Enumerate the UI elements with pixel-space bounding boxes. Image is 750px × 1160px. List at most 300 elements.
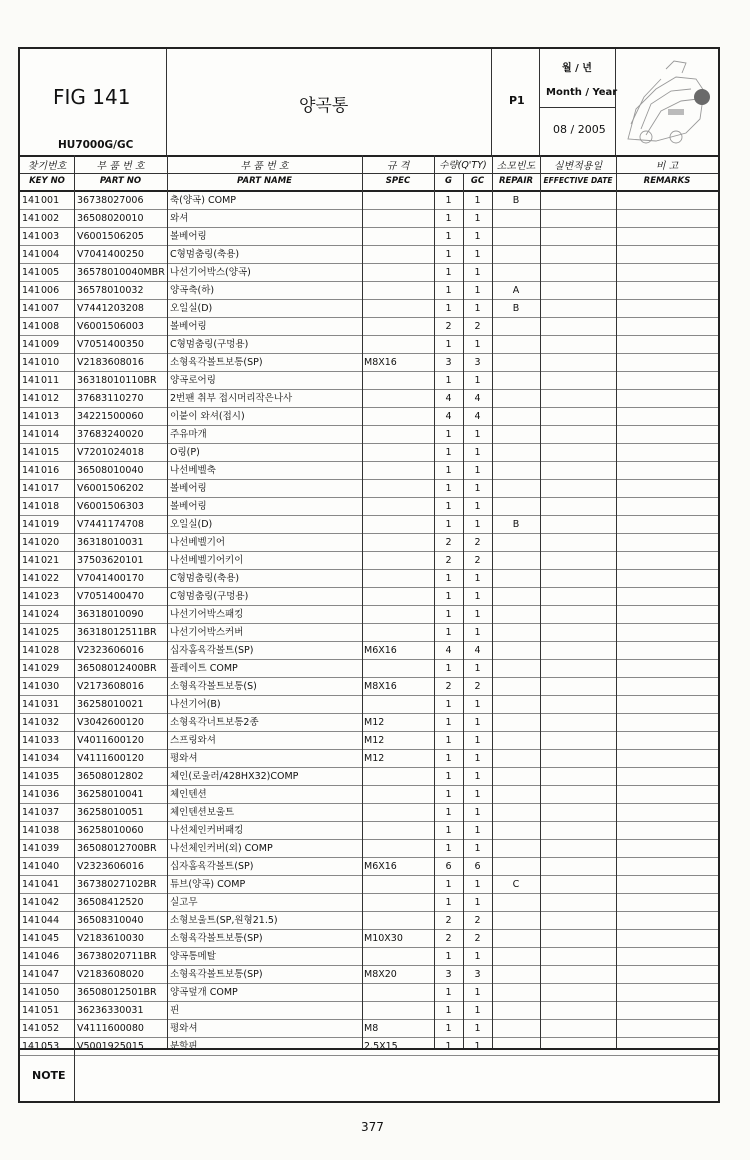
cell-name: 양곡통메탈 xyxy=(170,951,216,962)
cell-key: 005 xyxy=(41,267,60,278)
cell-gc: 1 xyxy=(474,699,481,710)
cell-repair xyxy=(492,894,540,911)
table-row xyxy=(20,966,718,984)
cell-gc: 1 xyxy=(474,735,481,746)
cell-g: 3 xyxy=(445,969,452,980)
cell-gc: 1 xyxy=(474,573,481,584)
cell-name: 소형육각볼트보통(SP) xyxy=(170,933,263,944)
cell-g: 1 xyxy=(445,375,452,386)
cell-g: 2 xyxy=(445,933,452,944)
cell-gc: 1 xyxy=(474,825,481,836)
cell-repair xyxy=(492,372,540,389)
cell-name: 소형보울트(SP,원형21.5) xyxy=(170,915,278,926)
cell-fig: 141 xyxy=(22,303,40,314)
cell-name: 나선기어박스커버 xyxy=(170,627,244,638)
cell-key: 040 xyxy=(41,861,60,872)
cell-part: V7051400470 xyxy=(77,591,144,602)
cell-key: 050 xyxy=(41,987,60,998)
table-row xyxy=(20,300,718,318)
cell-part: V7201024018 xyxy=(77,447,144,458)
cell-g: 4 xyxy=(445,645,452,656)
cell-repair xyxy=(492,948,540,965)
cell-fig: 141 xyxy=(22,987,40,998)
cell-spec: M6X16 xyxy=(364,645,397,656)
cell-spec xyxy=(364,894,432,911)
cell-repair xyxy=(492,264,540,281)
cell-repair xyxy=(492,804,540,821)
cell-gc: 2 xyxy=(474,681,481,692)
cell-key: 031 xyxy=(41,699,60,710)
cell-key: 016 xyxy=(41,465,60,476)
cell-repair: A xyxy=(512,285,520,296)
cell-fig: 141 xyxy=(22,267,40,278)
cell-name: C형멈춤링(축용) xyxy=(170,249,240,260)
cell-repair: B xyxy=(512,303,520,314)
cell-fig: 141 xyxy=(22,699,40,710)
cell-name: 분할핀 xyxy=(170,1041,198,1052)
cell-fig: 141 xyxy=(22,753,40,764)
cell-spec xyxy=(364,192,432,209)
cell-key: 009 xyxy=(41,339,60,350)
cell-gc: 3 xyxy=(474,969,481,980)
cell-key: 041 xyxy=(41,879,60,890)
cell-repair: B xyxy=(512,519,520,530)
machine-thumbnail xyxy=(616,49,718,155)
cell-fig: 141 xyxy=(22,465,40,476)
cell-repair xyxy=(492,930,540,947)
cell-key: 047 xyxy=(41,969,60,980)
cell-gc: 6 xyxy=(474,861,481,872)
cell-name: 스프링와셔 xyxy=(170,735,216,746)
cell-repair xyxy=(492,318,540,335)
cell-key: 044 xyxy=(41,915,60,926)
table-row xyxy=(20,876,718,894)
col-remarks-ko: 비 고 xyxy=(655,161,679,172)
cell-key: 017 xyxy=(41,483,60,494)
cell-g: 1 xyxy=(445,267,452,278)
table-row xyxy=(20,480,718,498)
cell-fig: 141 xyxy=(22,285,40,296)
table-row xyxy=(20,516,718,534)
cell-part: 36578010032 xyxy=(77,285,144,296)
cell-spec xyxy=(364,588,432,605)
cell-repair xyxy=(492,606,540,623)
cell-g: 1 xyxy=(445,591,452,602)
cell-part: 36738027102BR xyxy=(77,879,157,890)
cell-fig: 141 xyxy=(22,933,40,944)
cell-part: 36318012511BR xyxy=(77,627,157,638)
col-key-ko: 찾기번호 xyxy=(27,161,67,172)
cell-g: 2 xyxy=(445,537,452,548)
cell-repair xyxy=(492,858,540,875)
cell-spec xyxy=(364,390,432,407)
table-row xyxy=(20,336,718,354)
table-row xyxy=(20,210,718,228)
cell-repair xyxy=(492,480,540,497)
cell-fig: 141 xyxy=(22,555,40,566)
cell-repair: C xyxy=(512,879,520,890)
cell-spec xyxy=(364,246,432,263)
cell-key: 007 xyxy=(41,303,60,314)
cell-gc: 1 xyxy=(474,807,481,818)
table-row xyxy=(20,750,718,768)
table-row xyxy=(20,822,718,840)
cell-name: 소형육각볼트보통(SP) xyxy=(170,969,263,980)
cell-gc: 3 xyxy=(474,357,481,368)
combine-harvester-icon xyxy=(616,49,718,155)
cell-g: 1 xyxy=(445,519,452,530)
cell-spec xyxy=(364,282,432,299)
cell-g: 1 xyxy=(445,789,452,800)
cell-name: 나선베벨기어키이 xyxy=(170,555,244,566)
cell-fig: 141 xyxy=(22,825,40,836)
cell-key: 021 xyxy=(41,555,60,566)
cell-g: 1 xyxy=(445,609,452,620)
cell-gc: 1 xyxy=(474,609,481,620)
cell-part: 36236330031 xyxy=(77,1005,144,1016)
cell-fig: 141 xyxy=(22,537,40,548)
cell-fig: 141 xyxy=(22,501,40,512)
cell-fig: 141 xyxy=(22,717,40,728)
cell-spec: M8X16 xyxy=(364,681,397,692)
cell-g: 2 xyxy=(445,321,452,332)
cell-g: 3 xyxy=(445,357,452,368)
cell-g: 1 xyxy=(445,717,452,728)
cell-repair xyxy=(492,822,540,839)
cell-g: 1 xyxy=(445,1023,452,1034)
cell-repair xyxy=(492,246,540,263)
table-row xyxy=(20,714,718,732)
cell-spec xyxy=(364,948,432,965)
cell-name: 소형육각볼트보통(S) xyxy=(170,681,257,692)
cell-part: 36508012700BR xyxy=(77,843,157,854)
cell-key: 035 xyxy=(41,771,60,782)
table-row xyxy=(20,462,718,480)
cell-part: V6001506202 xyxy=(77,483,144,494)
cell-part: V7441203208 xyxy=(77,303,144,314)
cell-fig: 141 xyxy=(22,321,40,332)
cell-spec xyxy=(364,372,432,389)
cell-spec xyxy=(364,840,432,857)
cell-gc: 2 xyxy=(474,933,481,944)
cell-fig: 141 xyxy=(22,789,40,800)
cell-gc: 1 xyxy=(474,987,481,998)
cell-name: 양곡로어링 xyxy=(170,375,216,386)
cell-g: 1 xyxy=(445,303,452,314)
cell-gc: 4 xyxy=(474,393,481,404)
cell-key: 030 xyxy=(41,681,60,692)
cell-g: 1 xyxy=(445,843,452,854)
cell-part: V7041400170 xyxy=(77,573,144,584)
cell-g: 1 xyxy=(445,897,452,908)
cell-repair xyxy=(492,444,540,461)
cell-g: 1 xyxy=(445,285,452,296)
cell-key: 010 xyxy=(41,357,60,368)
cell-repair xyxy=(492,408,540,425)
cell-key: 037 xyxy=(41,807,60,818)
cell-key: 028 xyxy=(41,645,60,656)
cell-key: 002 xyxy=(41,213,60,224)
cell-fig: 141 xyxy=(22,645,40,656)
col-qty-g: G xyxy=(445,176,452,186)
cell-gc: 1 xyxy=(474,231,481,242)
cell-g: 4 xyxy=(445,411,452,422)
cell-key: 039 xyxy=(41,843,60,854)
month-year-en: Month / Year xyxy=(546,87,618,98)
cell-fig: 141 xyxy=(22,447,40,458)
cell-key: 032 xyxy=(41,717,60,728)
table-row xyxy=(20,552,718,570)
cell-spec xyxy=(364,660,432,677)
page-number: 377 xyxy=(361,1120,384,1134)
cell-repair xyxy=(492,570,540,587)
cell-gc: 1 xyxy=(474,1023,481,1034)
cell-fig: 141 xyxy=(22,213,40,224)
cell-part: 37683240020 xyxy=(77,429,144,440)
cell-name: 평와셔 xyxy=(170,1023,198,1034)
cell-gc: 1 xyxy=(474,717,481,728)
table-row xyxy=(20,912,718,930)
cell-name: 와셔 xyxy=(170,213,189,224)
cell-name: 양곡축(하) xyxy=(170,285,215,296)
table-row xyxy=(20,1020,718,1038)
col-qty-gc: GC xyxy=(470,176,485,186)
cell-part: V6001506205 xyxy=(77,231,144,242)
cell-gc: 1 xyxy=(474,753,481,764)
col-spec-en: SPEC xyxy=(385,176,411,186)
cell-part: 36508012501BR xyxy=(77,987,157,998)
cell-name: 오일실(D) xyxy=(170,303,213,314)
col-qty-ko: 수량(Q'TY) xyxy=(439,160,487,171)
cell-name: 소형육각볼트보통(SP) xyxy=(170,357,263,368)
cell-part: 37683110270 xyxy=(77,393,144,404)
cell-g: 1 xyxy=(445,231,452,242)
cell-fig: 141 xyxy=(22,339,40,350)
cell-key: 014 xyxy=(41,429,60,440)
cell-part: 36508310040 xyxy=(77,915,144,926)
cell-fig: 141 xyxy=(22,807,40,818)
cell-part: V2183608020 xyxy=(77,969,144,980)
cell-fig: 141 xyxy=(22,843,40,854)
cell-spec xyxy=(364,984,432,1001)
cell-repair xyxy=(492,786,540,803)
cell-repair xyxy=(492,1020,540,1037)
cell-fig: 141 xyxy=(22,951,40,962)
table-row xyxy=(20,768,718,786)
cell-repair xyxy=(492,210,540,227)
cell-fig: 141 xyxy=(22,861,40,872)
cell-g: 1 xyxy=(445,195,452,206)
cell-repair xyxy=(492,732,540,749)
table-row xyxy=(20,426,718,444)
cell-spec xyxy=(364,624,432,641)
cell-part: 36258010041 xyxy=(77,789,144,800)
cell-part: V4011600120 xyxy=(77,735,144,746)
cell-name: 나선체인커버패킹 xyxy=(170,825,244,836)
cell-key: 029 xyxy=(41,663,60,674)
cell-key: 018 xyxy=(41,501,60,512)
cell-key: 022 xyxy=(41,573,60,584)
cell-repair xyxy=(492,696,540,713)
cell-repair xyxy=(492,912,540,929)
cell-part: 36508412520 xyxy=(77,897,144,908)
parts-sheet xyxy=(18,47,720,1103)
cell-part: V7441174708 xyxy=(77,519,144,530)
cell-part: 36508010040 xyxy=(77,465,144,476)
cell-gc: 4 xyxy=(474,645,481,656)
table-row xyxy=(20,804,718,822)
revision-date: 08 / 2005 xyxy=(553,123,606,136)
cell-key: 011 xyxy=(41,375,60,386)
cell-g: 1 xyxy=(445,447,452,458)
table-row xyxy=(20,624,718,642)
cell-g: 1 xyxy=(445,483,452,494)
cell-g: 1 xyxy=(445,879,452,890)
col-key-en: KEY NO xyxy=(29,176,65,186)
cell-spec: M12 xyxy=(364,735,385,746)
table-row xyxy=(20,930,718,948)
cell-spec: M12 xyxy=(364,753,385,764)
cell-gc: 1 xyxy=(474,789,481,800)
cell-name: 나선기어박스패킹 xyxy=(170,609,244,620)
col-partname-ko: 부 품 번 호 xyxy=(240,161,289,172)
cell-key: 034 xyxy=(41,753,60,764)
cell-part: V3042600120 xyxy=(77,717,144,728)
cell-name: 볼베어링 xyxy=(170,483,207,494)
cell-spec xyxy=(364,444,432,461)
table-row xyxy=(20,894,718,912)
cell-key: 024 xyxy=(41,609,60,620)
note-label: NOTE xyxy=(32,1069,66,1082)
cell-repair xyxy=(492,984,540,1001)
cell-gc: 1 xyxy=(474,501,481,512)
table-row xyxy=(20,570,718,588)
cell-repair xyxy=(492,642,540,659)
cell-part: 36738020711BR xyxy=(77,951,157,962)
cell-part: 36318010110BR xyxy=(77,375,157,386)
cell-fig: 141 xyxy=(22,357,40,368)
cell-part: 36508012802 xyxy=(77,771,144,782)
cell-spec xyxy=(364,804,432,821)
table-row xyxy=(20,390,718,408)
cell-fig: 141 xyxy=(22,249,40,260)
cell-gc: 2 xyxy=(474,321,481,332)
cell-repair xyxy=(492,660,540,677)
cell-part: V7051400350 xyxy=(77,339,144,350)
cell-g: 1 xyxy=(445,987,452,998)
cell-name: 볼베어링 xyxy=(170,231,207,242)
cell-spec xyxy=(364,318,432,335)
table-row xyxy=(20,408,718,426)
cell-spec xyxy=(364,210,432,227)
col-repair-ko: 소모빈도 xyxy=(496,161,536,172)
cell-name: 주유마개 xyxy=(170,429,207,440)
cell-part: V6001506003 xyxy=(77,321,144,332)
cell-gc: 1 xyxy=(474,519,481,530)
cell-spec: M8X16 xyxy=(364,357,397,368)
cell-gc: 1 xyxy=(474,591,481,602)
cell-name: C형멈춤링(구멍용) xyxy=(170,339,249,350)
col-remarks-en: REMARKS xyxy=(643,176,691,186)
cell-gc: 1 xyxy=(474,843,481,854)
cell-name: 실고무 xyxy=(170,897,198,908)
cell-g: 1 xyxy=(445,627,452,638)
cell-key: 025 xyxy=(41,627,60,638)
cell-fig: 141 xyxy=(22,483,40,494)
table-row xyxy=(20,984,718,1002)
cell-spec xyxy=(364,876,432,893)
cell-gc: 1 xyxy=(474,465,481,476)
col-partno-ko: 부 품 번 호 xyxy=(96,161,145,172)
cell-repair xyxy=(492,624,540,641)
cell-part: 36578010040MBR xyxy=(77,267,165,278)
cell-key: 001 xyxy=(41,195,60,206)
table-row xyxy=(20,318,718,336)
cell-gc: 1 xyxy=(474,1005,481,1016)
cell-g: 6 xyxy=(445,861,452,872)
cell-part: V2183608016 xyxy=(77,357,144,368)
cell-spec: 2.5X15 xyxy=(364,1041,398,1052)
cell-key: 015 xyxy=(41,447,60,458)
cell-spec xyxy=(364,498,432,515)
cell-gc: 1 xyxy=(474,951,481,962)
cell-fig: 141 xyxy=(22,1041,40,1052)
fig-number: FIG 141 xyxy=(53,85,131,109)
cell-g: 1 xyxy=(445,1005,452,1016)
cell-name: 평와셔 xyxy=(170,753,198,764)
cell-gc: 1 xyxy=(474,339,481,350)
cell-g: 1 xyxy=(445,213,452,224)
cell-spec xyxy=(364,570,432,587)
cell-part: V2173608016 xyxy=(77,681,144,692)
cell-fig: 141 xyxy=(22,195,40,206)
cell-repair xyxy=(492,390,540,407)
cell-spec xyxy=(364,534,432,551)
cell-fig: 141 xyxy=(22,969,40,980)
cell-fig: 141 xyxy=(22,519,40,530)
cell-fig: 141 xyxy=(22,573,40,584)
cell-g: 1 xyxy=(445,573,452,584)
model-name: HU7000G/GC xyxy=(58,139,134,151)
table-row xyxy=(20,660,718,678)
cell-spec xyxy=(364,696,432,713)
cell-name: 십자홈육각볼트(SP) xyxy=(170,861,254,872)
fig-cell xyxy=(20,49,167,155)
cell-name: 나선기어박스(양곡) xyxy=(170,267,251,278)
cell-repair xyxy=(492,588,540,605)
cell-name: 체인텐션 xyxy=(170,789,207,800)
cell-name: 체인텐션보울트 xyxy=(170,807,235,818)
col-spec-ko: 규 격 xyxy=(386,161,410,172)
cell-part: 36258010021 xyxy=(77,699,144,710)
cell-spec xyxy=(364,462,432,479)
cell-name: 이붙이 와셔(접시) xyxy=(170,411,245,422)
cell-gc: 1 xyxy=(474,447,481,458)
cell-name: C형멈춤링(축용) xyxy=(170,573,240,584)
cell-g: 1 xyxy=(445,429,452,440)
cell-part: 36508012400BR xyxy=(77,663,157,674)
cell-repair xyxy=(492,426,540,443)
cell-repair xyxy=(492,768,540,785)
cell-spec: M8X20 xyxy=(364,969,397,980)
cell-spec xyxy=(364,480,432,497)
cell-part: V2323606016 xyxy=(77,861,144,872)
cell-spec xyxy=(364,786,432,803)
table-row xyxy=(20,948,718,966)
cell-gc: 1 xyxy=(474,375,481,386)
cell-gc: 1 xyxy=(474,483,481,494)
cell-gc: 1 xyxy=(474,303,481,314)
